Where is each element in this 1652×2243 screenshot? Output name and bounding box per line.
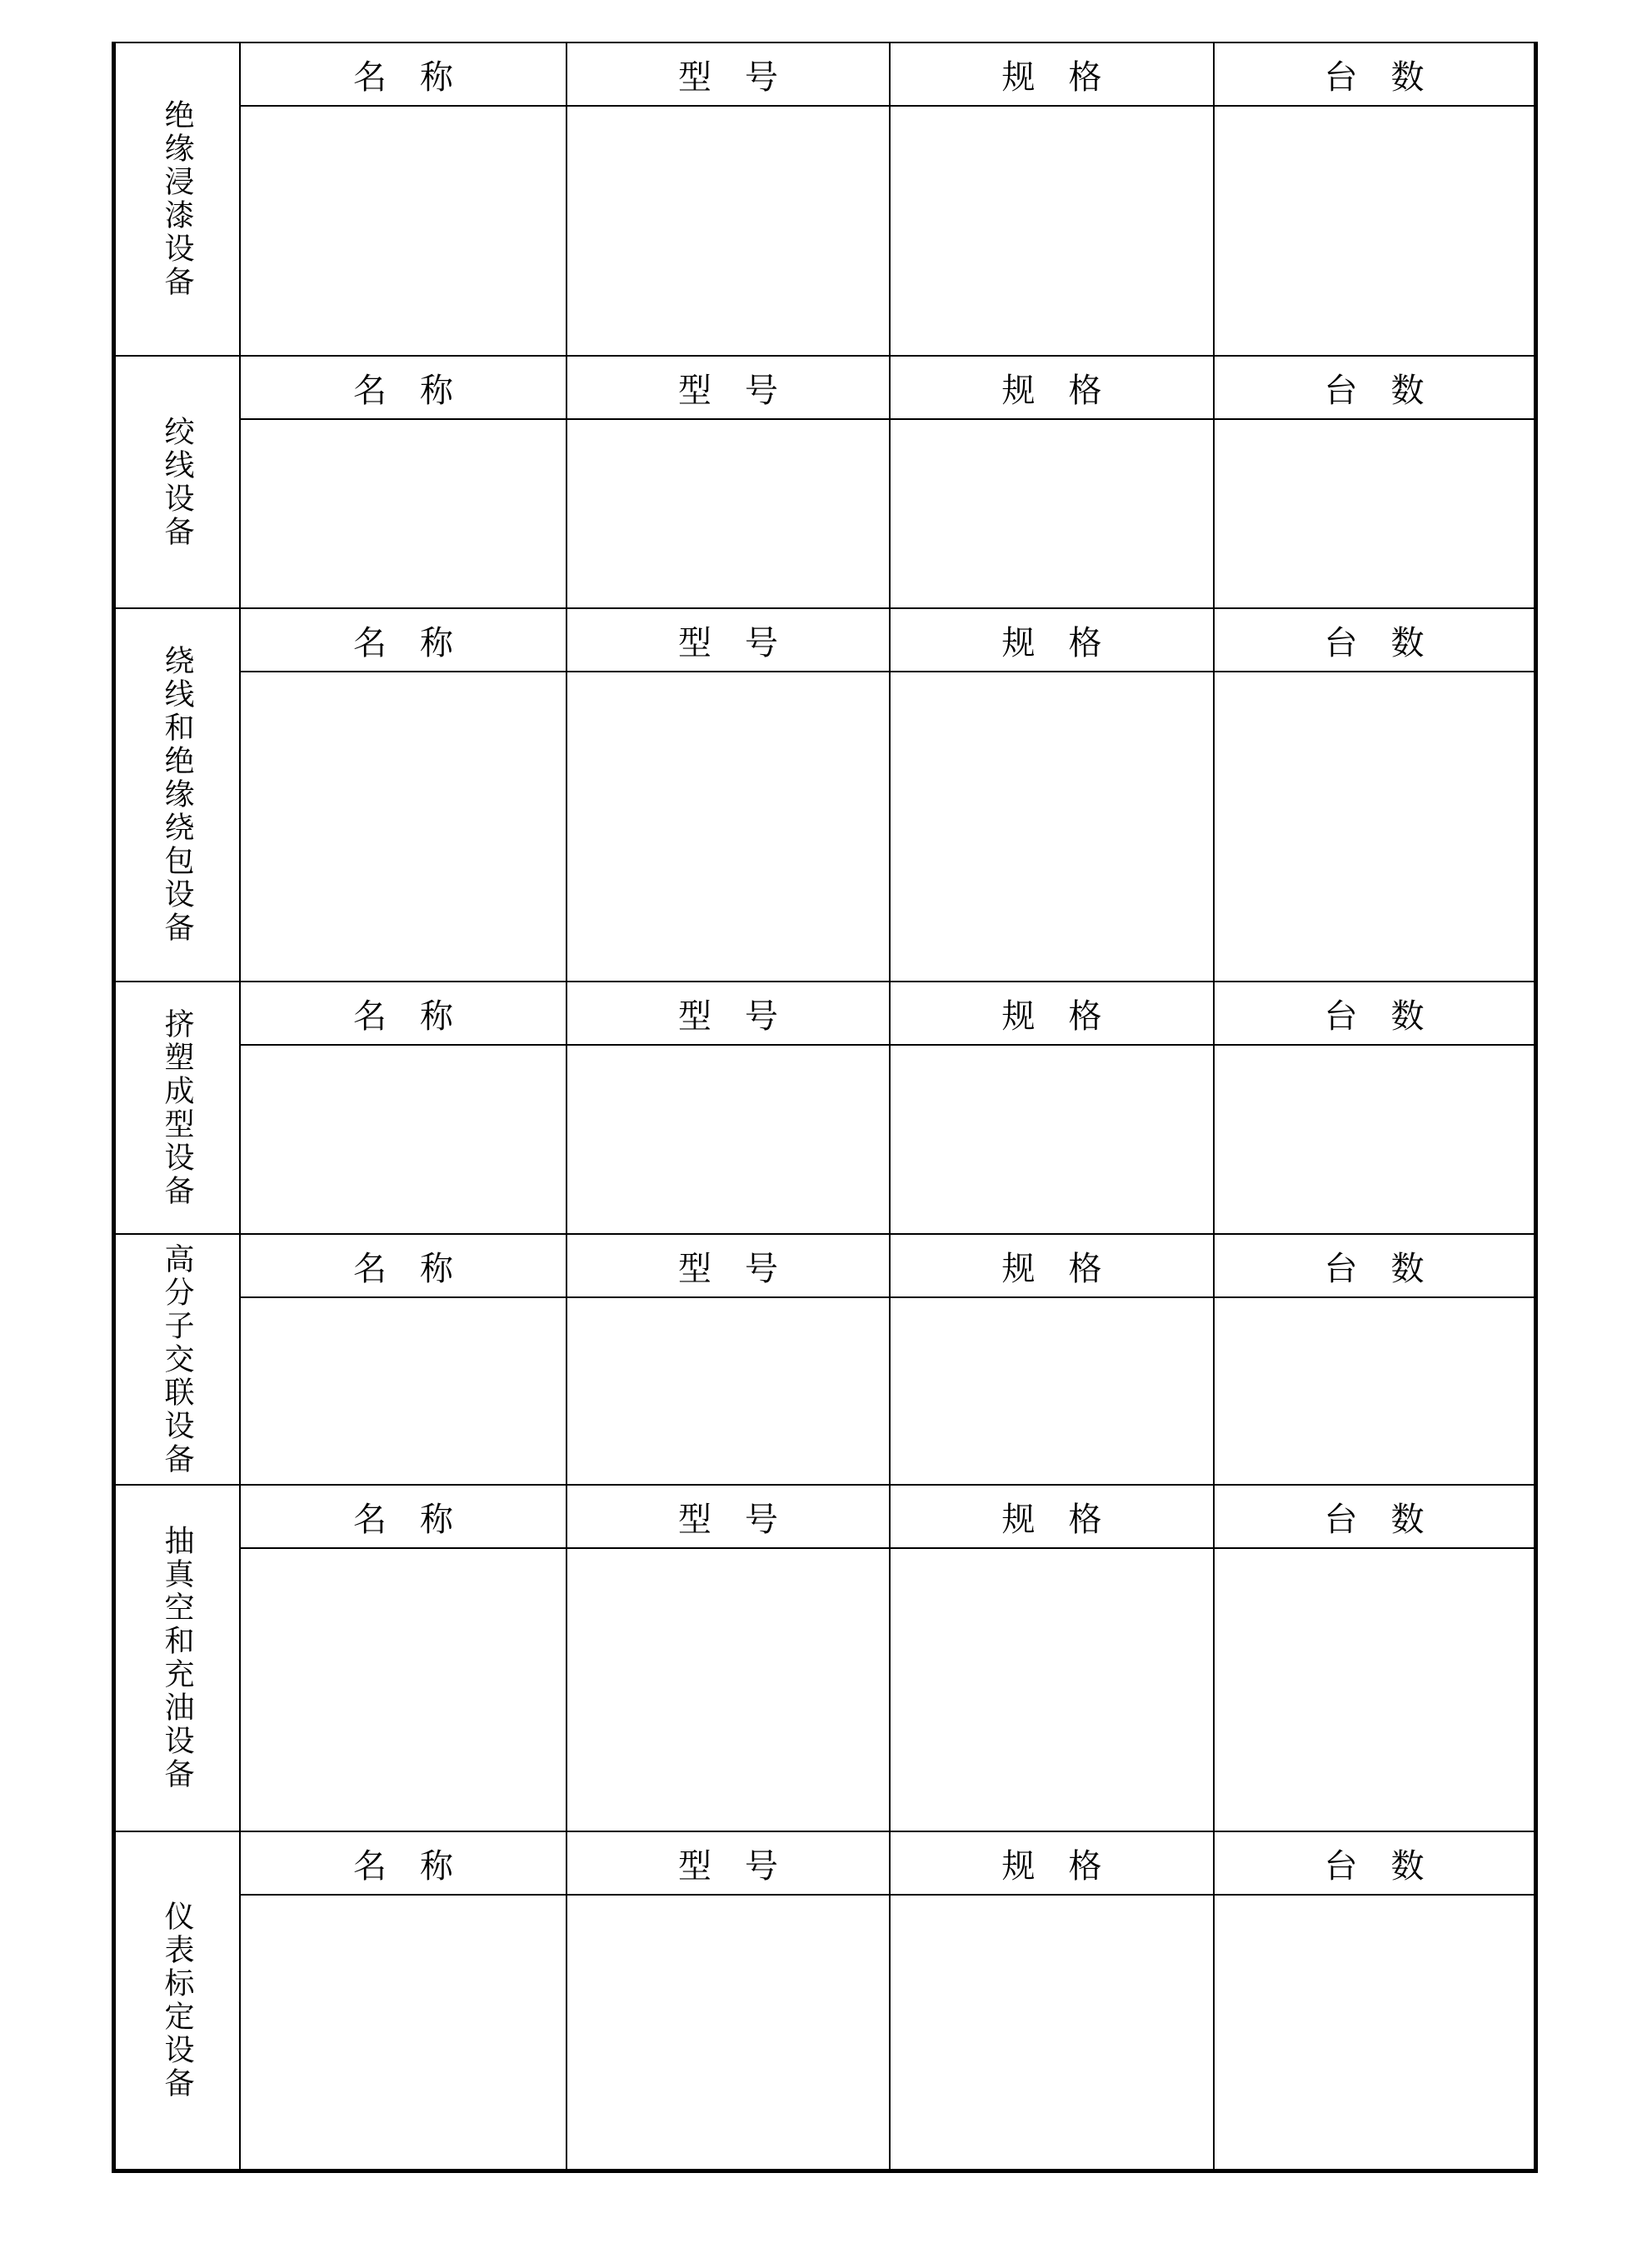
section-grid [241,982,1534,1233]
header-cell-spec: 规 格 [891,1235,1215,1296]
body-row [241,1298,1534,1484]
body-cell-quantity [1215,1896,1534,2169]
section-label-cell [116,43,241,355]
body-row [241,107,1534,355]
section-extrusion-molding [116,981,1534,1233]
section-grid [241,357,1534,607]
header-row [241,357,1534,420]
section-grid [241,1235,1534,1484]
header-cell-model: 型 号 [567,1235,891,1296]
body-cell-spec [891,1046,1215,1233]
body-cell-quantity [1215,672,1534,981]
header-cell-name: 名 称 [241,982,567,1044]
header-row [241,1832,1534,1896]
body-cell-model [567,1046,891,1233]
section-label: 绞线设备 [161,415,194,549]
section-label: 挤塑成型设备 [161,1007,194,1208]
header-cell-name: 名 称 [241,43,567,105]
section-label: 仪表标定设备 [161,1901,194,2101]
header-row [241,43,1534,107]
body-cell-quantity [1215,420,1534,607]
body-row [241,1549,1534,1831]
header-row [241,982,1534,1046]
section-label-cell [116,1832,241,2169]
section-polymer-crosslinking [116,1233,1534,1484]
section-stranding [116,355,1534,607]
header-cell-name: 名 称 [241,609,567,671]
header-row [241,1235,1534,1298]
body-cell-spec [891,107,1215,355]
header-cell-spec: 规 格 [891,609,1215,671]
section-label-cell [116,357,241,607]
body-cell-spec [891,1896,1215,2169]
body-cell-model [567,672,891,981]
body-cell-name [241,1896,567,2169]
body-row [241,672,1534,981]
header-cell-name: 名 称 [241,1832,567,1894]
body-row [241,1046,1534,1233]
header-cell-model: 型 号 [567,357,891,418]
section-label-cell [116,1235,241,1484]
body-row [241,420,1534,607]
header-cell-model: 型 号 [567,43,891,105]
body-cell-name [241,107,567,355]
section-grid [241,609,1534,981]
header-cell-name: 名 称 [241,357,567,418]
section-grid [241,1486,1534,1831]
body-cell-model [567,107,891,355]
header-cell-quantity: 台 数 [1324,1846,1425,1885]
header-cell-model: 型 号 [567,982,891,1044]
header-cell-name: 名 称 [241,1486,567,1547]
body-cell-name [241,420,567,607]
header-cell-name: 名 称 [241,1235,567,1296]
section-label-cell [116,982,241,1233]
body-cell-spec [891,420,1215,607]
body-cell-name [241,1298,567,1484]
body-cell-name [241,1046,567,1233]
section-label: 绕线和绝缘绕包设备 [161,645,194,945]
header-cell-quantity: 台 数 [1324,1500,1425,1538]
section-grid [241,43,1534,355]
section-label: 抽真空和充油设备 [161,1525,194,1791]
section-grid [241,1832,1534,2169]
section-label-cell [116,609,241,981]
section-label: 高分子交联设备 [161,1242,194,1476]
header-row [241,1486,1534,1549]
body-cell-quantity [1215,1046,1534,1233]
body-row [241,1896,1534,2169]
header-row [241,609,1534,672]
header-cell-model: 型 号 [567,1832,891,1894]
body-cell-model [567,1896,891,2169]
header-cell-quantity: 台 数 [1324,1249,1425,1287]
equipment-table [112,42,1538,2173]
header-cell-model: 型 号 [567,1486,891,1547]
section-label-cell [116,1486,241,1831]
section-vacuum-oil-filling [116,1484,1534,1831]
section-insulation-dipping [116,43,1534,355]
section-instrument-calibration [116,1831,1534,2169]
header-cell-quantity: 台 数 [1324,57,1425,96]
body-cell-quantity [1215,1298,1534,1484]
header-cell-quantity: 台 数 [1324,997,1425,1035]
body-cell-spec [891,1549,1215,1831]
body-cell-name [241,672,567,981]
body-cell-model [567,1298,891,1484]
section-winding-wrapping [116,607,1534,981]
body-cell-spec [891,1298,1215,1484]
header-cell-quantity: 台 数 [1324,623,1425,662]
header-cell-spec: 规 格 [891,982,1215,1044]
body-cell-model [567,420,891,607]
header-cell-spec: 规 格 [891,1832,1215,1894]
body-cell-model [567,1549,891,1831]
body-cell-spec [891,672,1215,981]
body-cell-quantity [1215,107,1534,355]
header-cell-spec: 规 格 [891,43,1215,105]
header-cell-quantity: 台 数 [1324,371,1425,409]
body-cell-name [241,1549,567,1831]
section-label: 绝缘浸漆设备 [161,99,194,299]
header-cell-spec: 规 格 [891,1486,1215,1547]
header-cell-model: 型 号 [567,609,891,671]
body-cell-quantity [1215,1549,1534,1831]
header-cell-spec: 规 格 [891,357,1215,418]
